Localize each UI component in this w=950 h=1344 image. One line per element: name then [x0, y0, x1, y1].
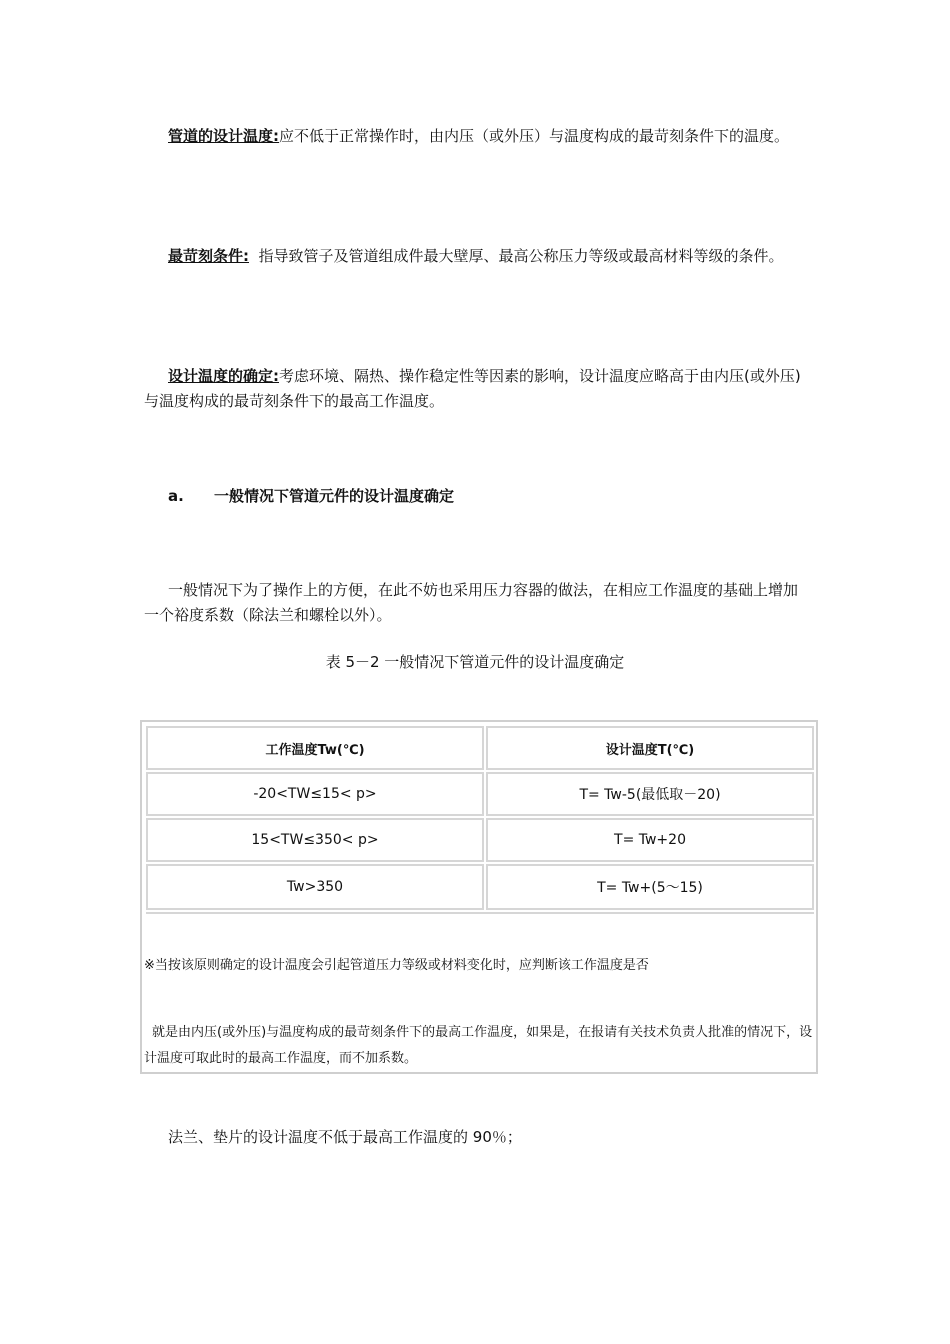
table-cell: Tw>350 [146, 864, 484, 910]
final-paragraph: 法兰、垫片的设计温度不低于最高工作温度的 90％； [168, 1128, 522, 1146]
table-cell: T= Tw+(5～15) [486, 864, 814, 910]
table-cell: T= Tw+20 [486, 818, 814, 862]
term-label: 管道的设计温度: [168, 127, 279, 145]
table-cell: 15<TW≤350< p> [146, 818, 484, 862]
intro-paragraph [144, 578, 812, 628]
table-header-cell: 设计温度T(℃) [486, 726, 814, 770]
paragraph-design-temperature [144, 124, 812, 149]
table-cell: -20<TW≤15< p> [146, 772, 484, 816]
table-header-cell: 工作温度Tw(℃) [146, 726, 484, 770]
table-caption: 表 5－2 一般情况下管道元件的设计温度确定 [325, 653, 625, 671]
paragraph-temperature-determination [144, 364, 812, 414]
section-heading [168, 485, 454, 506]
intro-text: 一般情况下为了操作上的方便，在此不妨也采用压力容器的做法，在相应工作温度的基础上增加一个裕度系数（除法兰和螺栓以外）。 [144, 581, 799, 624]
paragraph-text: 应不低于正常操作时，由内压（或外压）与温度构成的最苛刻条件下的温度。 [279, 127, 790, 145]
term-label: 最苛刻条件: [168, 247, 249, 265]
table-cell: T= Tw-5(最低取－20) [486, 772, 814, 816]
section-number: a. [168, 487, 184, 505]
term-label: 设计温度的确定: [168, 367, 279, 385]
paragraph-text: 考虑环境、隔热、操作稳定性等因素的影响，设计温度应略高于由内压(或外压)与温度构成的最苛刻条件下的最高工作温度。 [144, 367, 801, 410]
section-title: 一般情况下管道元件的设计温度确定 [214, 487, 455, 505]
paragraph-text: 指导致管子及管道组成件最大壁厚、最高公称压力等级或最高材料等级的条件。 [249, 247, 784, 265]
table-divider [146, 912, 814, 914]
design-temperature-table [140, 720, 818, 1074]
table-note-paragraph: 就是由内压(或外压)与温度构成的最苛刻条件下的最高工作温度，如果是，在报请有关技术负责人批准的情况下，设计温度可取此时的最高工作温度，而不加系数。 [144, 1025, 813, 1066]
paragraph-harshest-condition [144, 244, 812, 269]
table-note-line: ※当按该原则确定的设计温度会引起管道压力等级或材料变化时，应判断该工作温度是否 [144, 958, 649, 973]
